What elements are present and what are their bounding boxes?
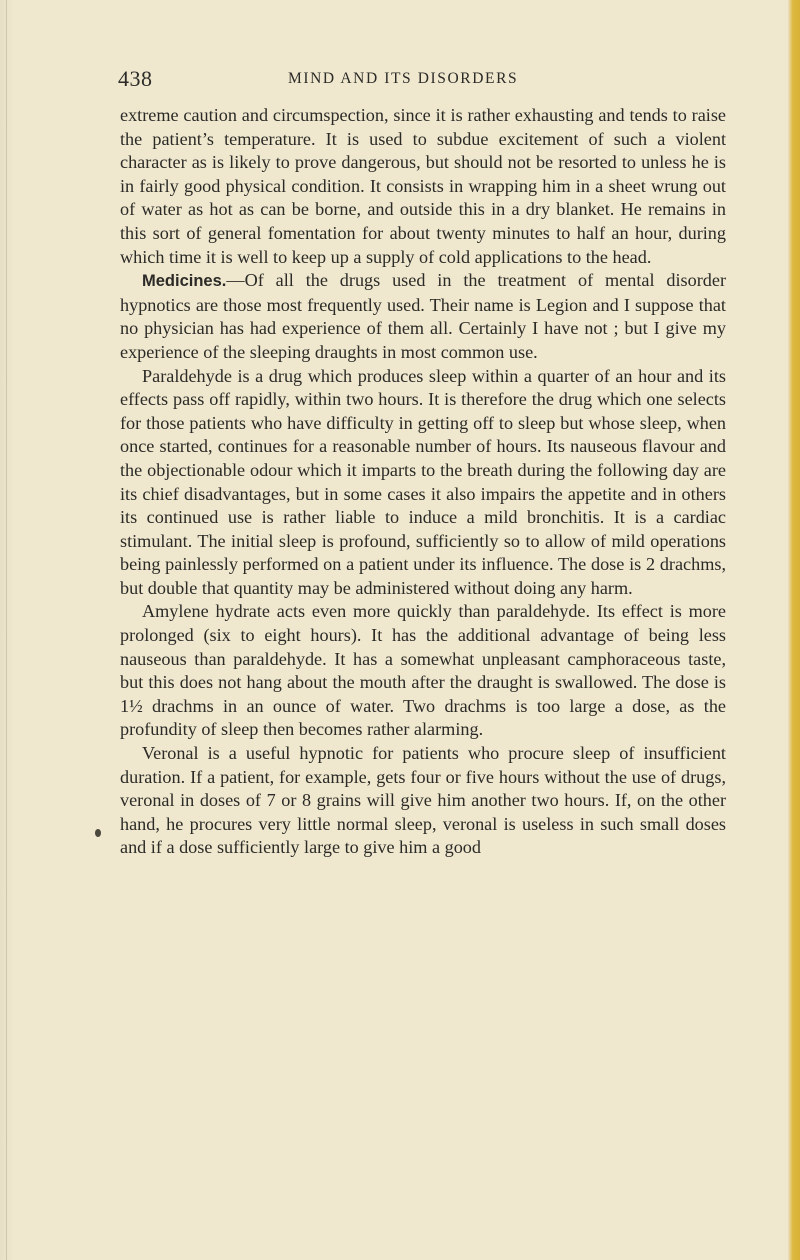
section-heading-medicines: Medicines. bbox=[142, 272, 227, 291]
page-right-edge bbox=[788, 0, 800, 1260]
paragraph-medicines bbox=[120, 269, 726, 364]
margin-mark bbox=[95, 829, 101, 837]
page-left-edge bbox=[0, 0, 14, 1260]
page-header bbox=[118, 66, 718, 92]
paragraph-medicines-text: —Of all the drugs used in the treatment of mental disorder hypnotics are those most frequently used. Their name is Legion and I suppose that no physician has had experience of them all. Certainly I have not ; but I give my experience of the sleeping draughts in most common use. bbox=[120, 270, 726, 362]
paragraph-amylene-hydrate: Amylene hydrate acts even more quickly than paraldehyde. Its effect is more prolonged (six to eight hours). It has the additional advantage of being less nauseous than paraldehyde. It has a somewhat unpleasant camphoraceous taste, but this does not hang about the mouth after the draught is swallowed. The dose is 1½ drachms in an ounce of water. Two drachms is too large a dose, as the profundity of sleep then becomes rather alarming. bbox=[120, 601, 726, 740]
running-head: MIND AND ITS DISORDERS bbox=[288, 70, 519, 87]
paragraph-veronal: Veronal is a useful hypnotic for patients who procure sleep of insufficient duration. If a patient, for example, gets four or five hours without the use of drugs, veronal in doses of 7 or 8 grains will give him another two hours. If, on the other hand, he procures very little normal sleep, veronal is useless in such small doses and if a dose sufficiently large to give him a good bbox=[120, 743, 726, 858]
body-text bbox=[120, 104, 726, 860]
paragraph-continuation: extreme caution and circumspection, since it is rather exhausting and tends to raise the patient’s temperature. It is used to subdue excitement of such a violent character as is likely to prove dangerous, but should not be resorted to unless he is in fairly good physical condition. It consists in wrapping him in a sheet wrung out of water as hot as can be borne, and outside this in a dry blanket. He remains in this sort of general fomentation for about twenty minutes to half an hour, during which time it is well to keep up a supply of cold applications to the head. bbox=[120, 105, 726, 267]
page-number: 438 bbox=[118, 66, 153, 91]
paragraph-paraldehyde: Paraldehyde is a drug which produces sleep within a quarter of an hour and its effects pass off rapidly, within two hours. It is therefore the drug which one selects for those patients who have difficulty in getting off to sleep but whose sleep, when once started, continues for a reasonable number of hours. Its nauseous flavour and the objectionable odour which it imparts to the breath during the following day are its chief disadvantages, but in some cases it also impairs the appetite and in others its continued use is rather liable to induce a mild bronchitis. It is a cardiac stimulant. The initial sleep is profound, sufficiently so to allow of mild operations being painlessly performed on a patient under its influence. The dose is 2 drachms, but double that quantity may be administered without doing any harm. bbox=[120, 365, 726, 598]
